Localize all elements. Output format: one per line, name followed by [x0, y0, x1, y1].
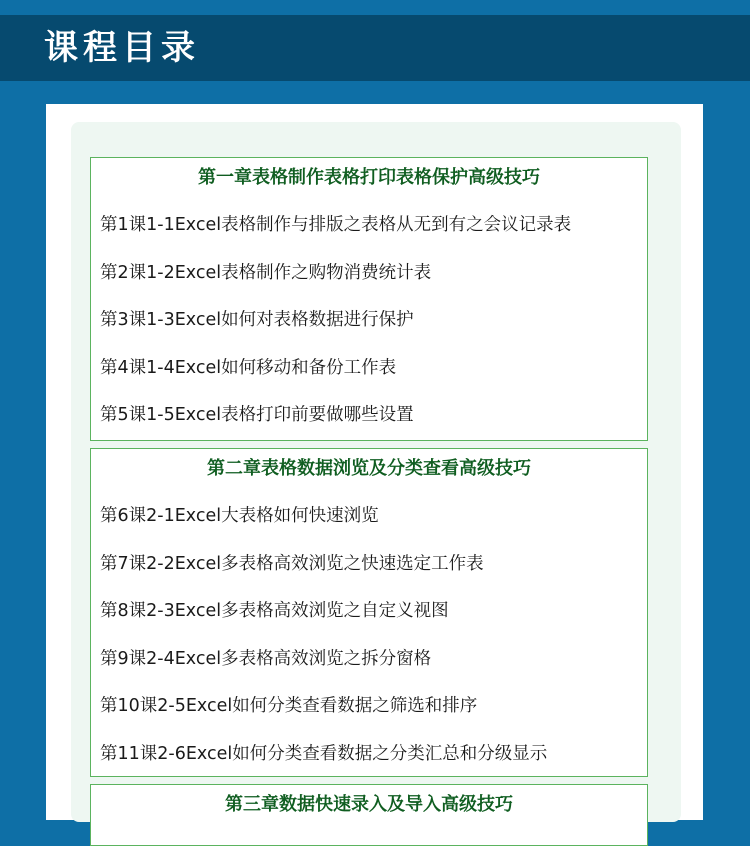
chapter-1	[90, 157, 648, 441]
chapter-title: 第三章数据快速录入及导入高级技巧	[225, 794, 513, 815]
chapter-3	[90, 784, 648, 846]
chapter-title: 第二章表格数据浏览及分类查看高级技巧	[207, 458, 531, 479]
lesson-item[interactable]: 第11课2-6Excel如何分类查看数据之分类汇总和分级显示	[100, 743, 548, 764]
lesson-item[interactable]: 第4课1-4Excel如何移动和备份工作表	[100, 357, 397, 378]
lesson-item[interactable]: 第7课2-2Excel多表格高效浏览之快速选定工作表	[100, 553, 484, 574]
chapter-title: 第一章表格制作表格打印表格保护高级技巧	[198, 167, 540, 188]
page-title: 课程目录	[44, 28, 200, 68]
content-sheet	[46, 104, 703, 820]
lesson-item[interactable]: 第10课2-5Excel如何分类查看数据之筛选和排序	[100, 696, 478, 716]
lesson-item[interactable]: 第2课1-2Excel表格制作之购物消费统计表	[100, 262, 432, 283]
lesson-item[interactable]: 第8课2-3Excel多表格高效浏览之自定义视图	[100, 601, 449, 621]
catalog-card	[71, 122, 681, 822]
lesson-item[interactable]: 第5课1-5Excel表格打印前要做哪些设置	[100, 405, 414, 425]
lesson-item[interactable]: 第1课1-1Excel表格制作与排版之表格从无到有之会议记录表	[100, 215, 572, 235]
lesson-item[interactable]: 第9课2-4Excel多表格高效浏览之拆分窗格	[100, 648, 432, 669]
lesson-item[interactable]: 第6课2-1Excel大表格如何快速浏览	[100, 506, 379, 526]
header-banner	[0, 15, 750, 81]
chapter-2	[90, 448, 648, 777]
lesson-item[interactable]: 第3课1-3Excel如何对表格数据进行保护	[100, 310, 414, 330]
